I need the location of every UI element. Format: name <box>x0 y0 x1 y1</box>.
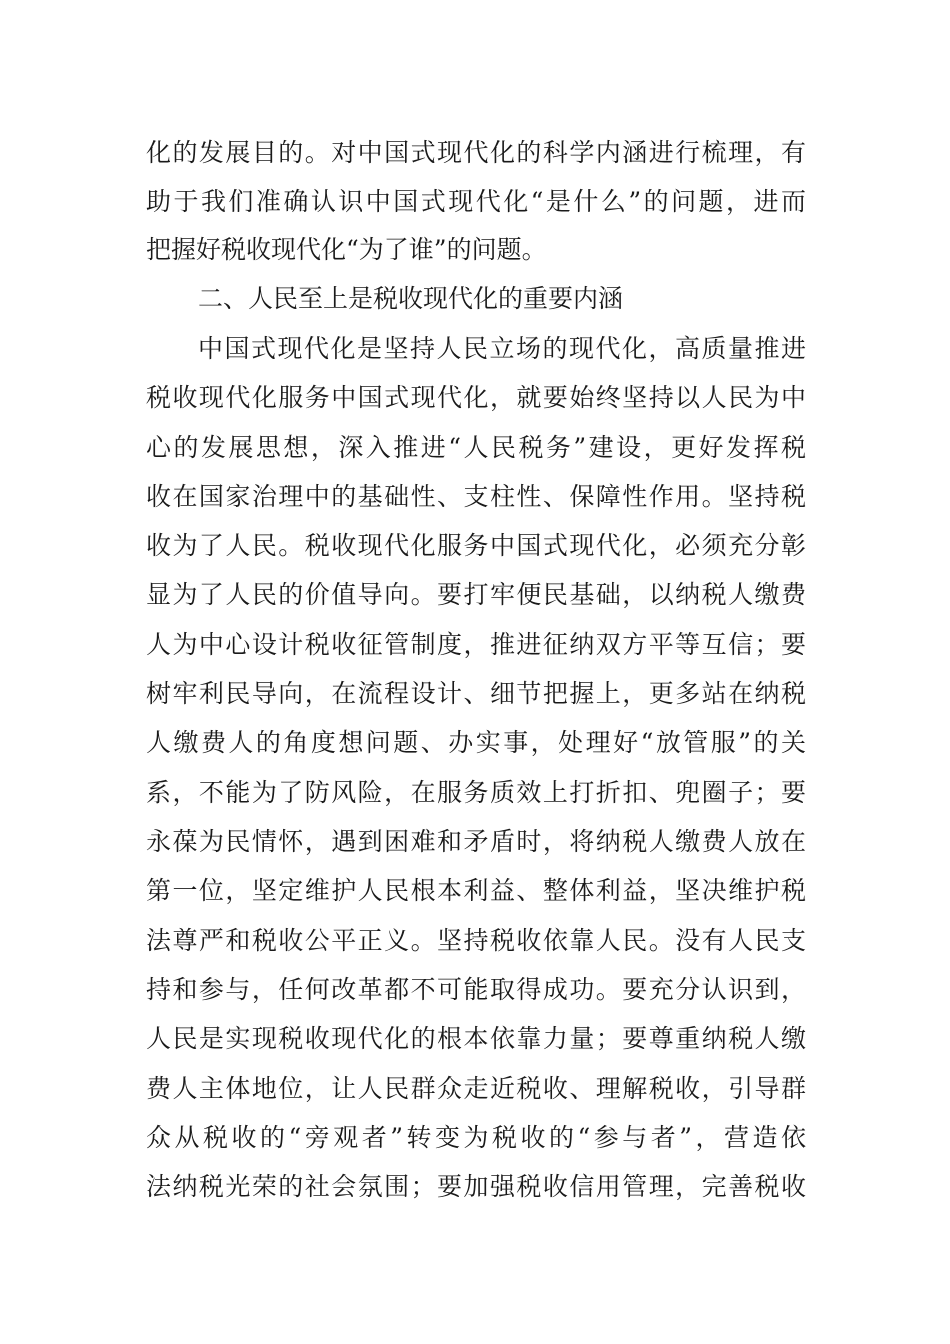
text-line: 显为了人民的价值导向。要打牢便民基础，以纳税人缴费 <box>146 580 806 609</box>
text-line: 持和参与，任何改革都不可能取得成功。要充分认识到， <box>146 975 806 1004</box>
text-line: 人缴费人的角度想问题、办实事，处理好“放管服”的关 <box>146 728 806 757</box>
text-line: 人民是实现税收现代化的根本依靠力量；要尊重纳税人缴 <box>146 1024 806 1053</box>
text-line: 树牢利民导向，在流程设计、细节把握上，更多站在纳税 <box>146 679 806 708</box>
section-heading: 二、人民至上是税收现代化的重要内涵 <box>198 284 624 313</box>
text-line: 系，不能为了防风险，在服务质效上打折扣、兜圈子；要 <box>146 778 806 807</box>
text-line: 收为了人民。税收现代化服务中国式现代化，必须充分彰 <box>146 531 806 560</box>
text-line: 心的发展思想，深入推进“人民税务”建设，更好发挥税 <box>146 433 806 462</box>
text-line: 法尊严和税收公平正义。坚持税收依靠人民。没有人民支 <box>146 926 806 955</box>
text-line: 法纳税光荣的社会氛围；要加强税收信用管理，完善税收 <box>146 1172 806 1201</box>
text-line: 税收现代化服务中国式现代化，就要始终坚持以人民为中 <box>146 383 806 412</box>
text-line: 费人主体地位，让人民群众走近税收、理解税收，引导群 <box>146 1074 806 1103</box>
text-line: 人为中心设计税收征管制度，推进征纳双方平等互信；要 <box>146 630 806 659</box>
text-line: 收在国家治理中的基础性、支柱性、保障性作用。坚持税 <box>146 482 806 511</box>
text-line: 众从税收的“旁观者”转变为税收的“参与者”，营造依 <box>146 1123 806 1152</box>
text-line: 中国式现代化是坚持人民立场的现代化，高质量推进 <box>198 334 806 363</box>
text-line: 把握好税收现代化“为了谁”的问题。 <box>146 235 547 264</box>
text-line: 化的发展目的。对中国式现代化的科学内涵进行梳理，有 <box>146 138 806 167</box>
text-line: 永葆为民情怀，遇到困难和矛盾时，将纳税人缴费人放在 <box>146 827 806 856</box>
text-line: 第一位，坚定维护人民根本利益、整体利益，坚决维护税 <box>146 876 806 905</box>
text-line: 助于我们准确认识中国式现代化“是什么”的问题，进而 <box>146 187 806 216</box>
